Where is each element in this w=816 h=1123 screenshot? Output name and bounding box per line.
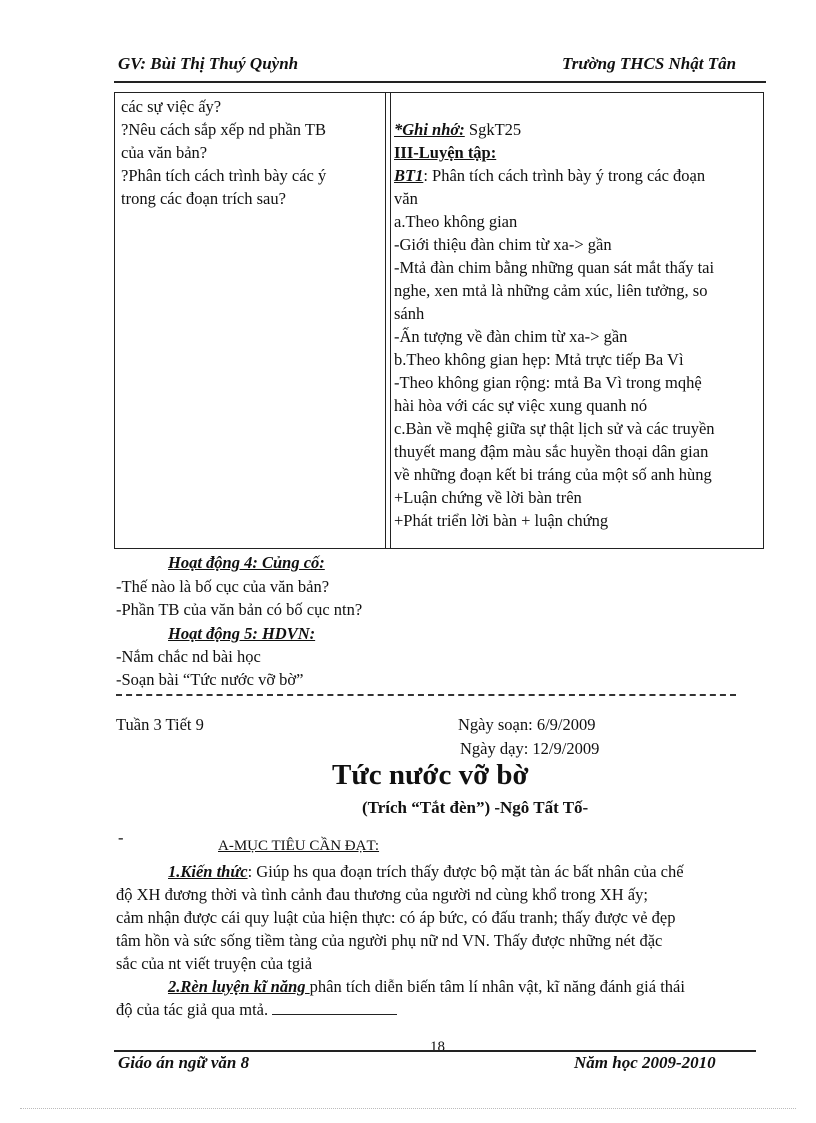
kn-first-line <box>168 975 685 998</box>
column-divider-inner <box>390 93 391 548</box>
ghi-nho-text: SgkT25 <box>464 120 522 139</box>
left-column <box>121 95 326 210</box>
right-line: b.Theo không gian hẹp: Mtả trực tiếp Ba Vì <box>394 350 684 369</box>
right-line: thuyết mang đậm màu sắc huyền thoại dân gian <box>394 442 709 461</box>
kt-label: 1.Kiến thức <box>168 862 248 881</box>
page-bottom-dotted-line <box>20 1108 796 1109</box>
right-line: văn <box>394 189 418 208</box>
bt1-line <box>394 164 715 187</box>
week-period: Tuần 3 Tiết 9 <box>116 715 204 734</box>
luyen-tap-heading: III-Luyện tập: <box>394 143 497 162</box>
kn-second-text: độ của tác giả qua mtả. <box>116 1000 273 1019</box>
hd5-line: -Nắm chắc nd bài học <box>116 647 261 666</box>
right-line: a.Theo không gian <box>394 212 518 231</box>
section-separator <box>116 694 736 696</box>
right-line: -Theo không gian rộng: mtả Ba Vì trong mqhệ <box>394 373 702 392</box>
kt-line: sắc của nt viết truyện của tgiả <box>116 954 313 973</box>
prep-date: Ngày soạn: 6/9/2009 <box>458 715 596 734</box>
left-line: ?Phân tích cách trình bày các ý <box>121 166 327 185</box>
left-line: các sự việc ấy? <box>121 97 222 116</box>
hd5-heading: Hoạt động 5: HDVN: <box>168 624 316 643</box>
fill-blank-line <box>272 998 397 1015</box>
ghi-nho-line <box>394 118 715 141</box>
right-line: nghe, xen mtả là những cảm xúc, liên tưởng, so <box>394 281 708 300</box>
left-line: ?Nêu cách sắp xếp nd phần TB <box>121 120 326 139</box>
header-rule <box>114 81 766 83</box>
header-school: Trường THCS Nhật Tân <box>562 54 737 73</box>
right-line: -Giới thiệu đàn chim từ xa-> gần <box>394 235 612 254</box>
right-line: -Ấn tượng về đàn chim từ xa-> gần <box>394 327 628 346</box>
footer-left: Giáo án ngữ văn 8 <box>118 1053 250 1072</box>
right-line: +Phát triển lời bàn + luận chứng <box>394 511 609 530</box>
footer-rule <box>114 1050 756 1052</box>
footer-right: Năm học 2009-2010 <box>574 1053 716 1072</box>
kt-first-text: : Giúp hs qua đoạn trích thấy được bộ mặt tàn ác bất nhân của chế <box>247 862 684 881</box>
right-line: -Mtả đàn chim bằng những quan sát mắt thấy tai <box>394 258 715 277</box>
kn-first-text: phân tích diễn biến tâm lí nhân vật, kĩ năng đánh giá thái <box>309 977 685 996</box>
right-line: +Luận chứng về lời bàn trên <box>394 488 582 507</box>
stray-mark: - <box>118 828 124 847</box>
lesson-subtitle: (Trích “Tắt đèn”) -Ngô Tất Tố- <box>362 798 589 817</box>
right-line: hài hòa với các sự việc xung quanh nó <box>394 396 648 415</box>
hd4-line: -Thế nào là bố cục của văn bản? <box>116 577 330 596</box>
header-teacher: GV: Bùi Thị Thuý Quỳnh <box>118 54 299 73</box>
right-line: c.Bàn về mqhệ giữa sự thật lịch sử và các truyền <box>394 419 715 438</box>
lesson-title: Tức nước vỡ bờ <box>332 759 529 791</box>
page-number: 18 <box>430 1039 445 1055</box>
right-line: về những đoạn kết bi tráng của một số anh hùng <box>394 465 712 484</box>
left-line: trong các đoạn trích sau? <box>121 189 286 208</box>
ghi-nho-label: *Ghi nhớ: <box>394 120 465 139</box>
kt-first-line <box>168 860 684 883</box>
hd5-line: -Soạn bài “Tức nước vỡ bờ” <box>116 670 304 689</box>
lesson-table <box>114 92 764 549</box>
section-a-heading: A-MỤC TIÊU CẦN ĐẠT: <box>218 838 380 854</box>
column-divider <box>385 93 386 548</box>
teach-date: Ngày dạy: 12/9/2009 <box>460 739 600 758</box>
bt1-text: : Phân tích cách trình bày ý trong các đoạn <box>423 166 706 185</box>
kn-second-line <box>116 998 397 1021</box>
kn-label: 2.Rèn luyện kĩ năng <box>168 977 310 996</box>
kt-line: cảm nhận được cái quy luật của hiện thực: có áp bức, có đấu tranh; thấy được vẻ đẹp <box>116 908 676 927</box>
kt-line: độ XH đương thời và tình cảnh đau thương của người nd cùng khổ trong XH ấy; <box>116 885 648 904</box>
kt-line: tâm hồn và sức sống tiềm tàng của người phụ nữ nd VN. Thấy được những nét đặc <box>116 931 663 950</box>
left-line: của văn bản? <box>121 143 208 162</box>
right-line: sánh <box>394 304 425 323</box>
hd4-line: -Phần TB của văn bản có bố cục ntn? <box>116 600 363 619</box>
hd4-heading: Hoạt động 4: Củng cố: <box>168 553 325 572</box>
bt1-label: BT1 <box>394 166 424 185</box>
right-column <box>394 118 715 532</box>
